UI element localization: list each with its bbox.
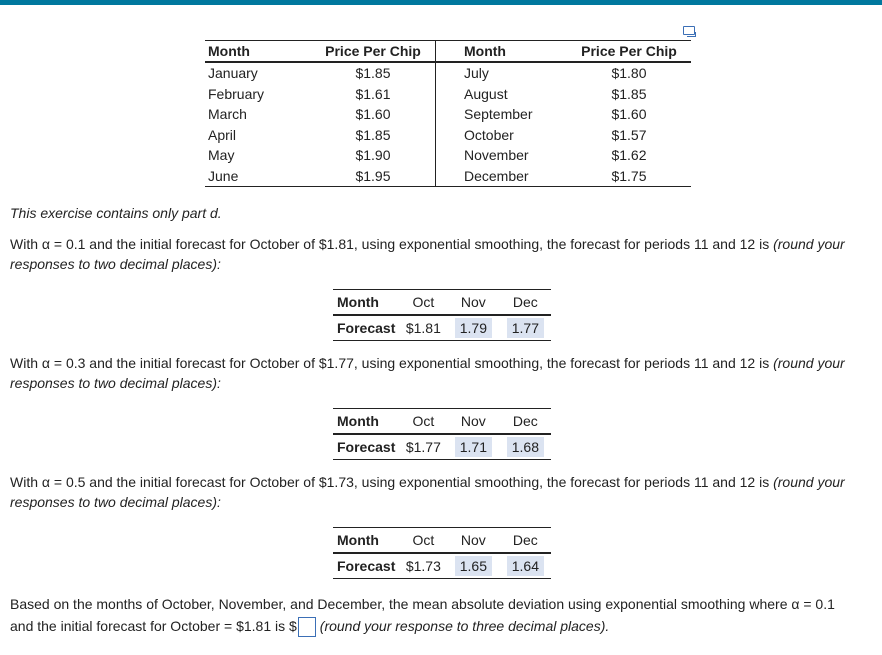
question-text: With α = 0.3 and the initial forecast for October of $1.77, using exponential smoothing, the forecast for periods 11 and 12 is	[10, 355, 774, 371]
question-text: With α = 0.5 and the initial forecast for October of $1.73, using exponential smoothing, the forecast for periods 11 and 12 is	[10, 474, 774, 490]
forecast-answer-dec[interactable]: 1.68	[507, 437, 544, 457]
copy-icon[interactable]	[683, 26, 695, 35]
round-note-cont: responses to two decimal places):	[10, 375, 221, 391]
month-cell: October	[436, 125, 568, 146]
mad-note: (round your response to three decimal places).	[319, 618, 610, 634]
month-cell: September	[436, 104, 568, 125]
round-note: (round your	[773, 474, 845, 490]
forecast-label: Forecast	[337, 558, 396, 574]
initial-forecast: $1.77	[405, 439, 441, 455]
month-header: Dec	[499, 409, 551, 435]
month-header: Nov	[447, 290, 499, 316]
part-question	[10, 353, 880, 373]
mad-text: and the initial forecast for October = $1.81 is $	[10, 618, 297, 634]
part-question	[10, 472, 880, 492]
month-cell: March	[208, 106, 247, 123]
month-header: Oct	[399, 409, 447, 435]
mad-line2	[10, 616, 880, 637]
month-header: Dec	[499, 290, 551, 316]
forecast-answer-nov[interactable]: 1.71	[455, 437, 492, 457]
price-cell: $1.60	[355, 106, 391, 123]
month-cell: May	[208, 147, 235, 164]
price-cell: $1.90	[355, 147, 391, 164]
forecast-label: Forecast	[337, 320, 396, 336]
header-month: Month	[205, 41, 311, 63]
price-cell: $1.60	[611, 106, 647, 123]
intro-text: This exercise contains only part d.	[10, 205, 222, 221]
price-cell: $1.95	[355, 167, 391, 184]
month-cell: December	[436, 166, 568, 187]
header-price: Price Per Chip	[311, 41, 436, 63]
price-table	[205, 40, 691, 187]
header-month: Month	[436, 41, 568, 63]
table-row	[205, 62, 691, 84]
mad-answer-input[interactable]	[298, 617, 316, 637]
month-header: Oct	[399, 290, 447, 316]
month-header: Oct	[399, 528, 447, 554]
mad-line1: Based on the months of October, November, and December, the mean absolute deviation using exponential smoothing where α = 0.1	[10, 596, 835, 612]
table-row	[205, 125, 691, 146]
round-note-cont: responses to two decimal places):	[10, 256, 221, 272]
month-header: Nov	[447, 528, 499, 554]
top-bar	[0, 0, 882, 5]
month-cell: February	[208, 85, 265, 102]
forecast-answer-dec[interactable]: 1.77	[507, 318, 544, 338]
question-text: With α = 0.1 and the initial forecast for October of $1.81, using exponential smoothing, the forecast for periods 11 and 12 is	[10, 236, 774, 252]
price-cell: $1.85	[355, 65, 391, 82]
month-header: Nov	[447, 409, 499, 435]
month-cell: August	[436, 84, 568, 105]
forecast-answer-dec[interactable]: 1.64	[507, 556, 544, 576]
forecast-answer-nov[interactable]: 1.79	[455, 318, 492, 338]
initial-forecast: $1.81	[405, 320, 441, 336]
round-note: (round your	[773, 355, 845, 371]
round-note-cont: responses to two decimal places):	[10, 494, 221, 510]
table-row	[205, 145, 691, 166]
round-note: (round your	[773, 236, 845, 252]
month-cell: January	[208, 65, 258, 82]
header-price: Price Per Chip	[567, 41, 691, 63]
forecast-table	[333, 289, 551, 341]
table-row	[205, 104, 691, 125]
price-cell: $1.57	[611, 126, 647, 143]
part-question	[10, 234, 880, 254]
price-cell: $1.85	[355, 126, 391, 143]
forecast-answer-nov[interactable]: 1.65	[455, 556, 492, 576]
table-row	[205, 84, 691, 105]
month-label: Month	[333, 290, 399, 316]
month-cell: April	[208, 126, 237, 143]
month-label: Month	[333, 409, 399, 435]
price-cell: $1.75	[611, 167, 647, 184]
month-label: Month	[333, 528, 399, 554]
price-cell: $1.61	[355, 85, 391, 102]
price-cell: $1.62	[611, 147, 647, 164]
month-header: Dec	[499, 528, 551, 554]
forecast-table	[333, 408, 551, 460]
month-cell: November	[436, 145, 568, 166]
month-cell: June	[208, 167, 239, 184]
table-row	[205, 166, 691, 187]
price-cell: $1.85	[611, 85, 647, 102]
forecast-label: Forecast	[337, 439, 396, 455]
initial-forecast: $1.73	[405, 558, 441, 574]
forecast-table	[333, 527, 551, 579]
month-cell: July	[436, 62, 568, 84]
price-cell: $1.80	[611, 65, 647, 82]
